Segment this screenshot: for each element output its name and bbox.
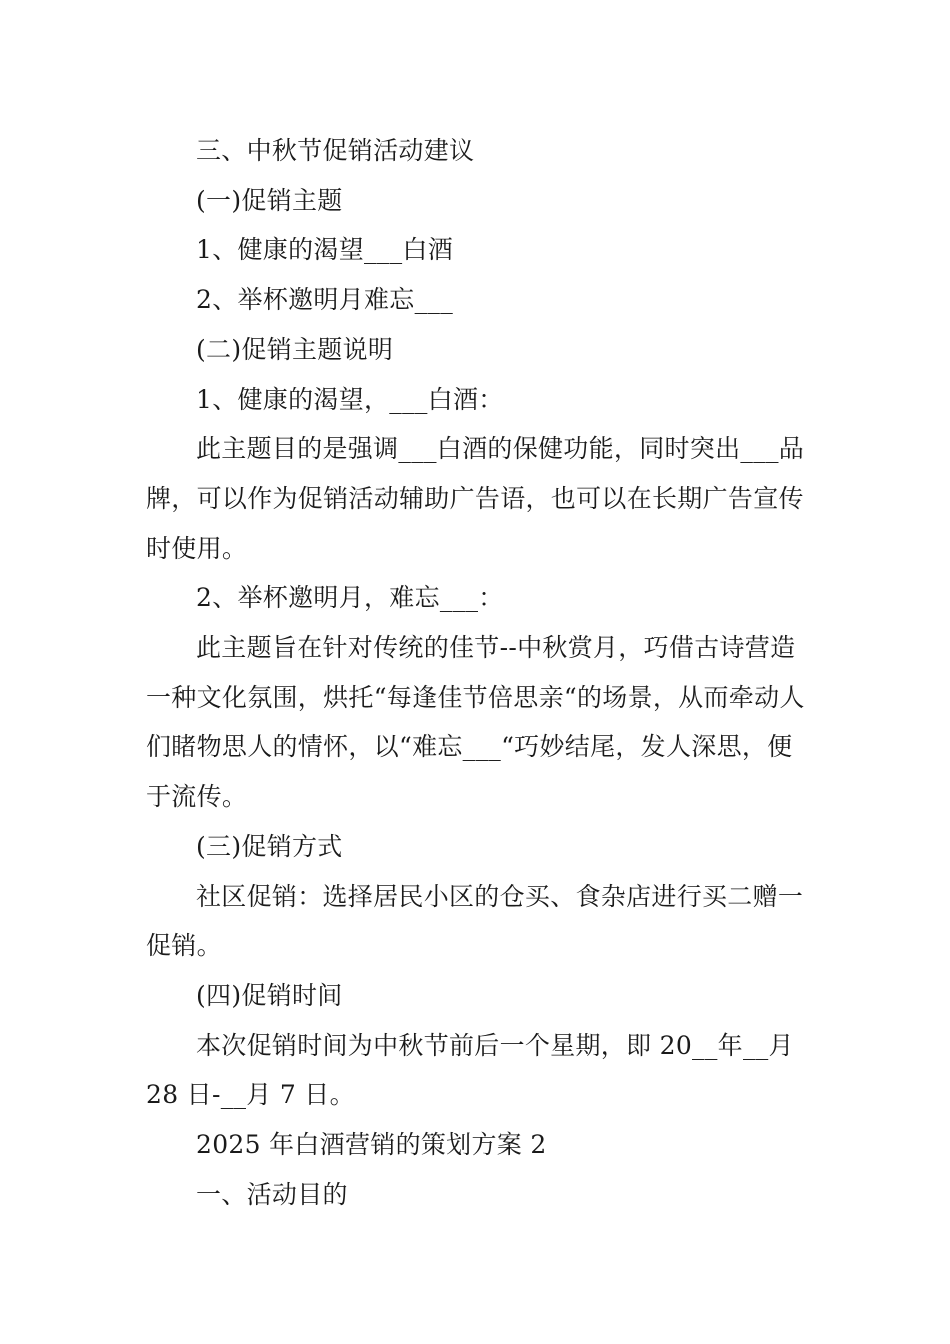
document-body — [146, 126, 806, 1219]
subsection-heading: (四)促销时间 — [196, 980, 343, 1010]
subsection-heading: (三)促销方式 — [196, 831, 343, 861]
list-item: 1、健康的渴望___白酒 — [196, 235, 454, 265]
list-item: 1、健康的渴望，___白酒： — [196, 384, 504, 414]
document-title: 2025 年白酒营销的策划方案 2 — [196, 1130, 547, 1160]
list-item: 2、举杯邀明月，难忘___： — [196, 583, 504, 613]
section-heading: 三、中秋节促销活动建议 — [196, 136, 475, 165]
subsection-heading: (二)促销主题说明 — [196, 334, 394, 364]
body-paragraph: 此主题旨在针对传统的佳节--中秋赏月，巧借古诗营造一种文化氛围，烘托“每逢佳节倍思亲“的场景，从而牵动人们睹物思人的情怀，以“难忘___“巧妙结尾，发人深思，便于流传。 — [146, 633, 805, 812]
subsection-heading: (一)促销主题 — [196, 185, 343, 215]
body-paragraph: 社区促销：选择居民小区的仓买、食杂店进行买二赠一促销。 — [146, 881, 804, 961]
body-paragraph: 本次促销时间为中秋节前后一个星期，即 20__年__月 28 日-__月 7 日。 — [146, 1030, 794, 1110]
list-item: 2、举杯邀明月难忘___ — [196, 285, 454, 315]
section-heading: 一、活动目的 — [196, 1179, 348, 1209]
body-paragraph: 此主题目的是强调___白酒的保健功能，同时突出___品牌，可以作为促销活动辅助广告语，也可以在长期广告宣传时使用。 — [146, 434, 805, 563]
